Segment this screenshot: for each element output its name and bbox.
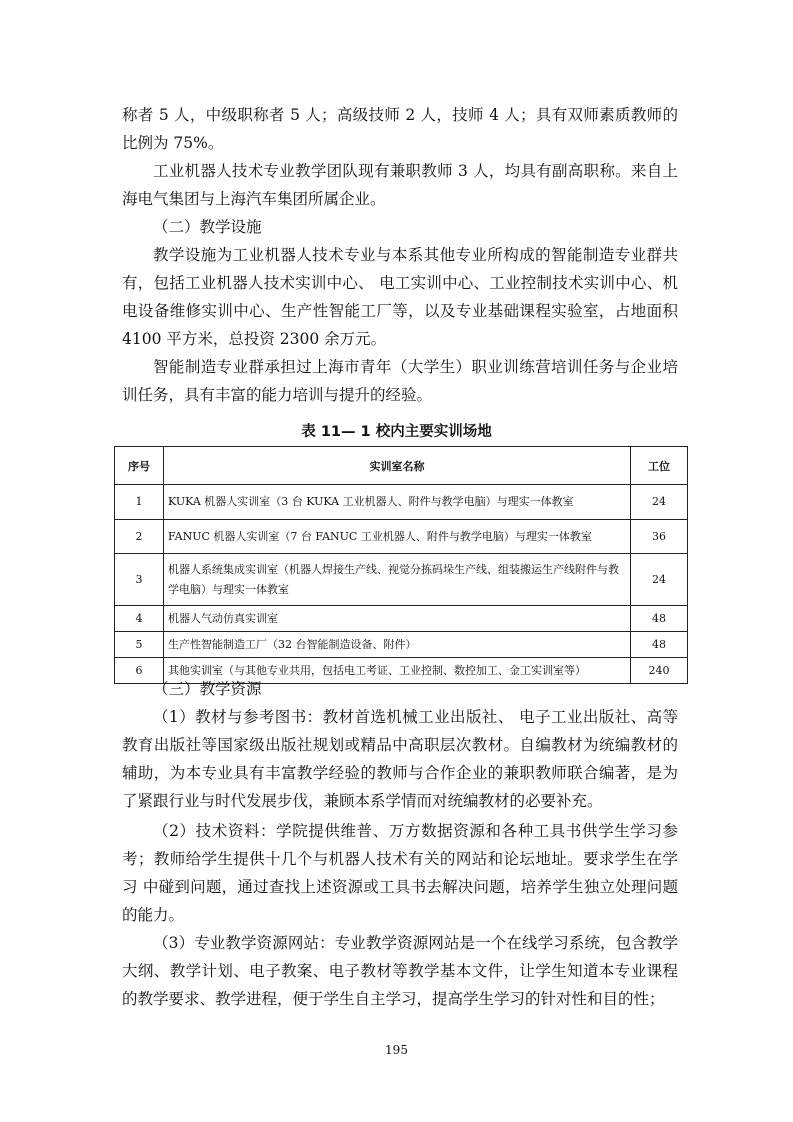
row-capacity: 24 <box>631 554 688 606</box>
table-row <box>115 485 688 520</box>
row-room-name: KUKA 机器人实训室（3 台 KUKA 工业机器人、附件与教学电脑）与理实一体教室 <box>164 485 631 520</box>
paragraph-technical-materials: （2）技术资料：学院提供维普、万方数据资源和各种工具书供学生学习参考；教师给学生提供十几个与机器人技术有关的网站和论坛地址。要求学生在学习 中碰到问题，通过查找上述资源或工具书去解决问题，培养学生独立处理问题的能力。 <box>122 822 678 924</box>
paragraph-staff-titles: 称者 5 人，中级职称者 5 人；高级技师 2 人，技师 4 人；具有双师素质教师的比例为 75%。 <box>122 106 678 152</box>
row-room-name: 机器人气动仿真实训室 <box>164 606 631 632</box>
row-no: 5 <box>115 632 164 658</box>
row-capacity: 48 <box>631 606 688 632</box>
row-room-name: FANUC 机器人实训室（7 台 FANUC 工业机器人、附件与教学电脑）与理实一体教室 <box>164 520 631 554</box>
page-number: 195 <box>385 1043 408 1057</box>
section-heading-resources: （三）教学资源 <box>153 680 262 698</box>
row-no: 1 <box>115 485 164 520</box>
paragraph-textbooks: （1）教材与参考图书：教材首选机械工业出版社、 电子工业出版社、高等教育出版社等国家级出版社规划或精品中高职层次教材。自编教材为统编教材的辅助，为本专业具有丰富教学经验的教师与合作企业的兼职教师联合编著，是为了紧跟行业与时代发展步伐，兼顾本系学情而对统编教材的必要补充。 <box>122 708 678 810</box>
row-capacity: 48 <box>631 632 688 658</box>
row-no: 4 <box>115 606 164 632</box>
paragraph-training-experience: 智能制造专业群承担过上海市青年（大学生）职业训练营培训任务与企业培训任务，具有丰富的能力培训与提升的经验。 <box>122 358 678 404</box>
table-title: 表 11— 1 校内主要实训场地 <box>301 424 492 440</box>
table-row <box>115 520 688 554</box>
header-room-name: 实训室名称 <box>164 447 631 485</box>
paragraph-facilities: 教学设施为工业机器人技术专业与本系其他专业所构成的智能制造专业群共有，包括工业机器人技术实训中心、 电工实训中心、工业控制技术实训中心、机电设备维修实训中心、生产性智能工厂等，以及专业基础课程实验室，占地面积 4100 平方米，总投资 2300 余万元。 <box>122 246 678 348</box>
row-capacity: 36 <box>631 520 688 554</box>
row-room-name: 其他实训室（与其他专业共用，包括电工考证、工业控制、数控加工、金工实训室等） <box>164 658 631 684</box>
row-room-name: 生产性智能制造工厂（32 台智能制造设备、附件） <box>164 632 631 658</box>
row-capacity: 24 <box>631 485 688 520</box>
paragraph-parttime-teachers: 工业机器人技术专业教学团队现有兼职教师 3 人，均具有副高职称。来自上海电气集团与上海汽车集团所属企业。 <box>122 162 678 208</box>
row-no: 2 <box>115 520 164 554</box>
table-header-row <box>115 447 688 485</box>
table-row <box>115 632 688 658</box>
table-row <box>115 554 688 606</box>
row-no: 6 <box>115 658 164 684</box>
row-capacity: 240 <box>631 658 688 684</box>
header-capacity: 工位 <box>631 447 688 485</box>
section-heading-facilities: （二）教学设施 <box>153 218 262 236</box>
paragraph-resource-website: （3）专业教学资源网站：专业教学资源网站是一个在线学习系统，包含教学大纲、教学计划、电子教案、电子教材等教学基本文件，让学生知道本专业课程的教学要求、教学进程，便于学生自主学习，提高学生学习的针对性和目的性； <box>122 934 678 1008</box>
row-no: 3 <box>115 554 164 606</box>
header-no: 序号 <box>115 447 164 485</box>
training-rooms-table <box>114 446 688 684</box>
table-row <box>115 606 688 632</box>
row-room-name: 机器人系统集成实训室（机器人焊接生产线、视觉分拣码垛生产线、组装搬运生产线附件与教学电脑）与理实一体教室 <box>164 554 631 606</box>
